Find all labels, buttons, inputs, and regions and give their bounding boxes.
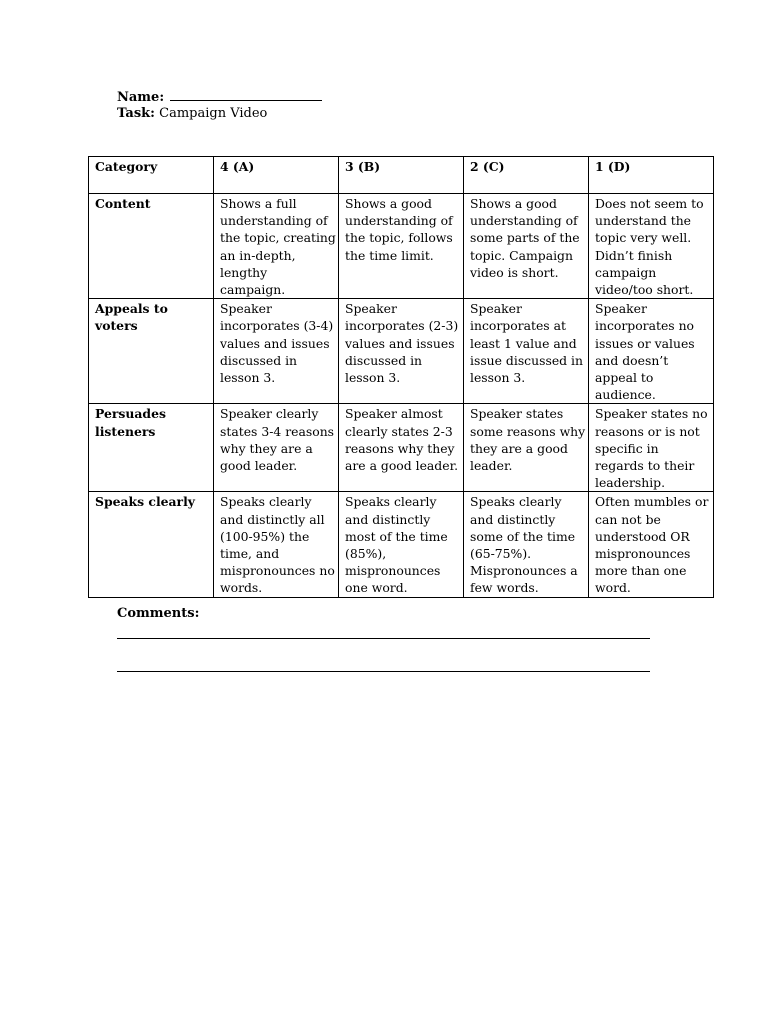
score-3b-cell: Speaks clearly and distinctly most of the time (85%), mispronounces one word. bbox=[339, 492, 464, 597]
header-cell-3b: 3 (B) bbox=[339, 157, 464, 194]
score-4a-cell: Shows a full understanding of the topic, creating an in-depth, lengthy campaign. bbox=[214, 194, 339, 299]
comments-label: Comments: bbox=[117, 606, 200, 621]
header-cell-4a: 4 (A) bbox=[214, 157, 339, 194]
category-cell: Appeals to voters bbox=[89, 299, 214, 404]
task-label: Task: bbox=[117, 106, 155, 121]
score-1d-cell: Speaker states no reasons or is not specific in regards to their leadership. bbox=[589, 404, 714, 492]
task-value: Campaign Video bbox=[159, 106, 268, 121]
category-cell: Speaks clearly bbox=[89, 492, 214, 597]
name-blank-line bbox=[170, 88, 322, 101]
score-2c-cell: Speaker incorporates at least 1 value and issue discussed in lesson 3. bbox=[464, 299, 589, 404]
score-1d-cell: Does not seem to understand the topic very well. Didn’t finish campaign video/too short. bbox=[589, 194, 714, 299]
score-3b-cell: Speaker almost clearly states 2-3 reasons why they are a good leader. bbox=[339, 404, 464, 492]
score-4a-cell: Speaker clearly states 3-4 reasons why they are a good leader. bbox=[214, 404, 339, 492]
score-2c-cell: Shows a good understanding of some parts of the topic. Campaign video is short. bbox=[464, 194, 589, 299]
rubric-table bbox=[88, 156, 714, 598]
task-line bbox=[117, 106, 267, 122]
name-label: Name: bbox=[117, 90, 165, 105]
table-row bbox=[89, 299, 714, 404]
score-3b-cell: Shows a good understanding of the topic, follows the time limit. bbox=[339, 194, 464, 299]
comments-line-1 bbox=[117, 638, 650, 639]
table-header-row bbox=[89, 157, 714, 194]
header-cell-category: Category bbox=[89, 157, 214, 194]
score-1d-cell: Often mumbles or can not be understood OR mispronounces more than one word. bbox=[589, 492, 714, 597]
header-cell-2c: 2 (C) bbox=[464, 157, 589, 194]
score-4a-cell: Speaker incorporates (3-4) values and issues discussed in lesson 3. bbox=[214, 299, 339, 404]
score-1d-cell: Speaker incorporates no issues or values and doesn’t appeal to audience. bbox=[589, 299, 714, 404]
table-row bbox=[89, 404, 714, 492]
score-2c-cell: Speaks clearly and distinctly some of the time (65-75%). Mispronounces a few words. bbox=[464, 492, 589, 597]
table-row bbox=[89, 492, 714, 597]
score-2c-cell: Speaker states some reasons why they are a good leader. bbox=[464, 404, 589, 492]
score-4a-cell: Speaks clearly and distinctly all (100-95%) the time, and mispronounces no words. bbox=[214, 492, 339, 597]
score-3b-cell: Speaker incorporates (2-3) values and issues discussed in lesson 3. bbox=[339, 299, 464, 404]
comments-line-2 bbox=[117, 671, 650, 672]
category-cell: Persuades listeners bbox=[89, 404, 214, 492]
table-row bbox=[89, 194, 714, 299]
name-line bbox=[117, 88, 322, 106]
category-cell: Content bbox=[89, 194, 214, 299]
header-cell-1d: 1 (D) bbox=[589, 157, 714, 194]
